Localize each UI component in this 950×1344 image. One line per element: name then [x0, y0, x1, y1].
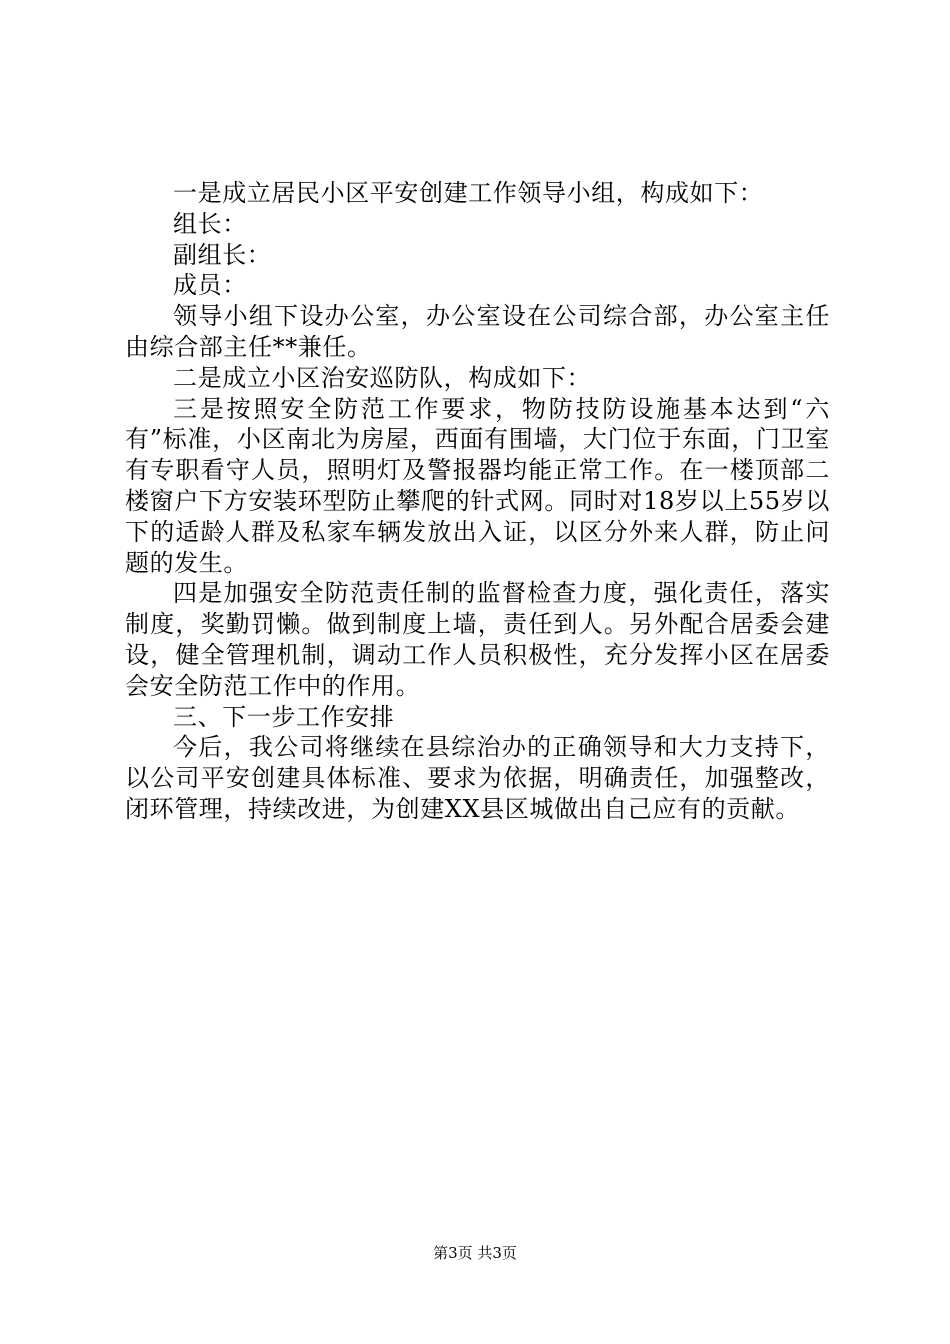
paragraph-responsibility: 四是加强安全防范责任制的监督检查力度，强化责任，落实制度，奖勤罚懒。做到制度上墙，责任到人。另外配合居委会建设，健全管理机制，调动工作人员积极性，充分发挥小区在居委会安全防范工作中的作用。 [125, 579, 830, 700]
document-body [125, 178, 830, 825]
paragraph-leadership-group: 一是成立居民小区平安创建工作领导小组，构成如下： [173, 179, 764, 207]
page-footer: 第3页 共3页 [433, 1244, 517, 1262]
paragraph-future-plan: 今后，我公司将继续在县综治办的正确领导和大力支持下，以公司平安创建具体标准、要求为依据，明确责任，加强整改，闭环管理，持续改进，为创建XX县区城做出自己应有的贡献。 [125, 733, 830, 823]
paragraph-next-steps-heading: 三、下一步工作安排 [173, 702, 395, 731]
paragraph-deputy-leader: 副组长： [173, 240, 272, 269]
paragraph-group-leader: 组长： [173, 209, 247, 238]
paragraph-security-facilities: 三是按照安全防范工作要求，物防技防设施基本达到“六有”标准，小区南北为房屋，西面有围墙，大门位于东面，门卫室有专职看守人员，照明灯及警报器均能正常工作。在一楼顶部二楼窗户下方安装环型防止攀爬的针式网。同时对18岁以上55岁以下的适龄人群及私家车辆发放出入证，以区分外来人群，防止问题的发生。 [125, 394, 830, 577]
paragraph-office: 领导小组下设办公室，办公室设在公司综合部，办公室主任由综合部主任**兼任。 [125, 302, 830, 361]
paragraph-members: 成员： [173, 271, 247, 300]
paragraph-patrol-team: 二是成立小区治安巡防队，构成如下： [173, 363, 592, 392]
